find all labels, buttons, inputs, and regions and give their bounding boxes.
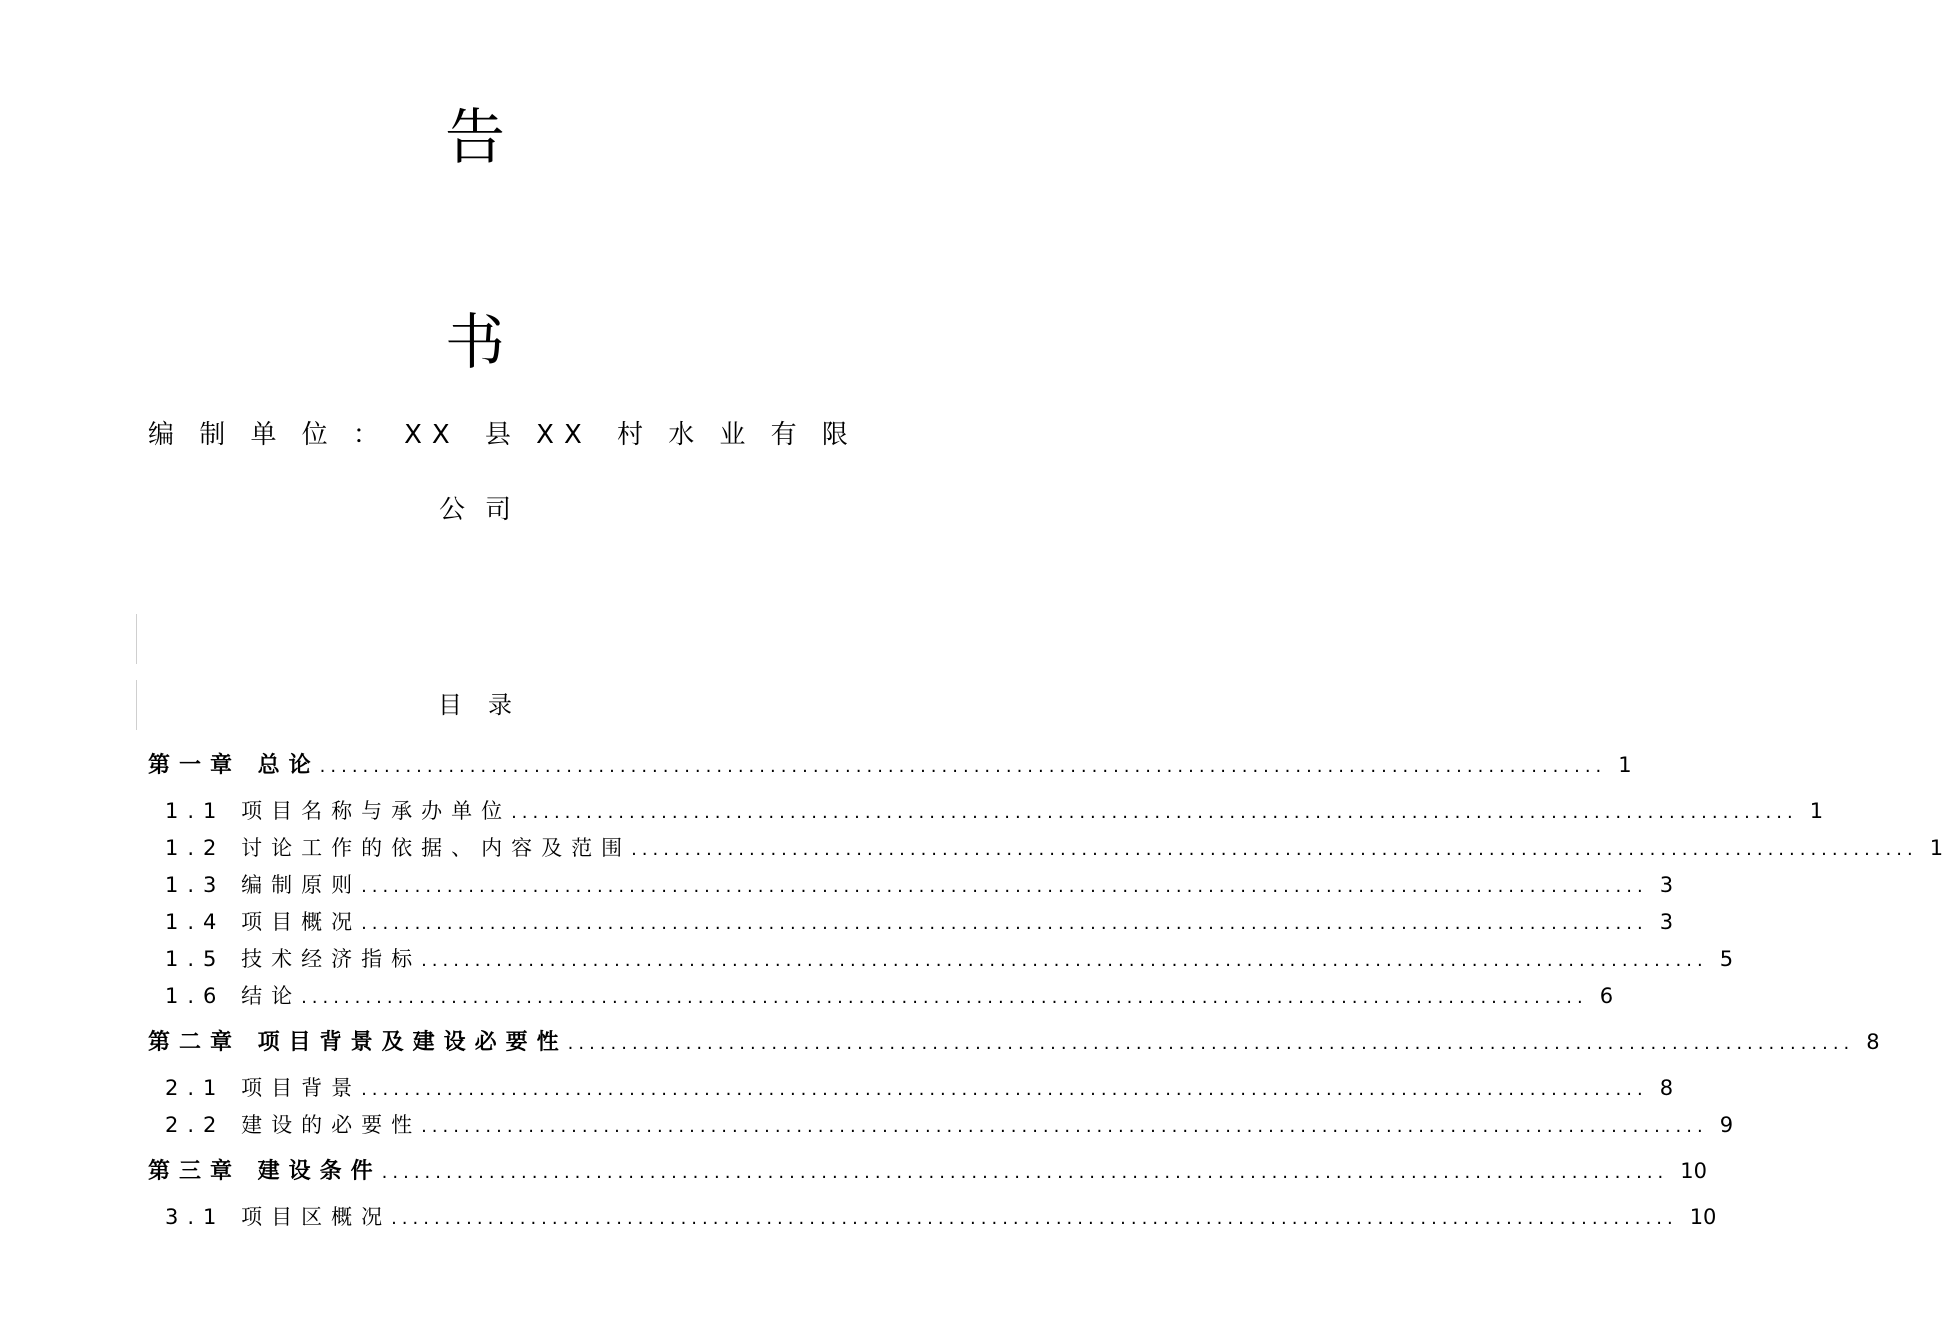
toc-entry-label: 1.2 讨论工作的依据、内容及范围 [165,836,632,860]
compiler-unit-char: XX [536,420,592,450]
compiler-unit-char: 位 [301,420,328,450]
toc-section-entry[interactable] [148,833,1943,863]
margin-rule [136,614,137,664]
compiler-unit-char: ： [352,420,379,450]
cover-title-char-shu: 书 [445,308,505,378]
toc-page-number: 10 [1689,1205,1717,1229]
toc-page-number: 9 [1719,1113,1734,1137]
toc-chapter-entry[interactable] [148,750,1632,780]
compiler-unit-char: 单 [250,420,277,450]
compiler-unit-char: XX [404,420,460,450]
toc-page-number: 8 [1659,1076,1674,1100]
toc-section-entry[interactable] [148,1202,1717,1232]
toc-entry-label: 第二章 项目背景及建设必要性 [148,1030,568,1055]
toc-dot-leader: ........................................................................................................................ [319,756,1607,777]
compiler-unit-line-2: 公司 [438,495,531,525]
toc-chapter-entry[interactable] [148,1156,1708,1186]
toc-section-entry[interactable] [148,981,1614,1011]
toc-entry-label: 第一章 总论 [148,753,320,778]
toc-page-number: 3 [1659,910,1674,934]
toc-page-number: 10 [1680,1159,1708,1183]
toc-entry-label: 1.6 结论 [165,984,302,1008]
toc-entry-label: 3.1 项目区概况 [165,1205,392,1229]
toc-page-number: 8 [1866,1030,1880,1054]
toc-section-entry[interactable] [148,870,1674,900]
toc-title: 目录 [438,691,538,719]
compiler-unit-char: 有 [770,420,797,450]
toc-entry-label: 1.3 编制原则 [165,873,362,897]
compiler-unit-char: 水 [668,420,695,450]
compiler-unit-char: 县 [484,420,511,450]
toc-page-number: 6 [1599,984,1614,1008]
toc-dot-leader: ........................................................................................................................ [381,1162,1669,1183]
toc-chapter-entry[interactable] [148,1027,1880,1057]
toc-dot-leader: ........................................................................................................................ [421,950,1708,971]
toc-dot-leader: ........................................................................................................................ [361,876,1648,897]
toc-entry-label: 1.4 项目概况 [165,910,362,934]
toc-page-number: 5 [1719,947,1734,971]
toc-entry-label: 2.2 建设的必要性 [165,1113,422,1137]
toc-page-number: 3 [1659,873,1674,897]
toc-section-entry[interactable] [148,1110,1734,1140]
cover-title-char-gao: 告 [445,103,505,173]
toc-dot-leader: ........................................................................................................................ [421,1116,1708,1137]
toc-entry-label: 1.5 技术经济指标 [165,947,422,971]
toc-page-number: 1 [1809,799,1824,823]
toc-dot-leader: ........................................................................................................................ [511,802,1798,823]
compiler-unit-char: 限 [821,420,848,450]
toc-section-entry[interactable] [148,944,1734,974]
toc-dot-leader: ........................................................................................................................ [361,1079,1648,1100]
toc-entry-label: 第三章 建设条件 [148,1159,382,1184]
toc-section-entry[interactable] [148,1073,1674,1103]
toc-dot-leader: ........................................................................................................................ [567,1033,1855,1054]
toc-page-number: 1 [1618,753,1632,777]
toc-section-entry[interactable] [148,796,1824,826]
toc-dot-leader: ........................................................................................................................ [391,1208,1678,1229]
compiler-unit-char: 制 [199,420,226,450]
toc-dot-leader: ........................................................................................................................ [631,839,1918,860]
toc-entry-label: 1.1 项目名称与承办单位 [165,799,512,823]
compiler-unit-char: 业 [719,420,746,450]
toc-dot-leader: ........................................................................................................................ [361,913,1648,934]
toc-dot-leader: ........................................................................................................................ [301,987,1588,1008]
compiler-unit-char: 村 [616,420,643,450]
compiler-unit-line [148,418,848,452]
toc-page-number: 1 [1929,836,1943,860]
toc-section-entry[interactable] [148,907,1674,937]
compiler-unit-char: 编 [148,420,175,450]
toc-entry-label: 2.1 项目背景 [165,1076,362,1100]
